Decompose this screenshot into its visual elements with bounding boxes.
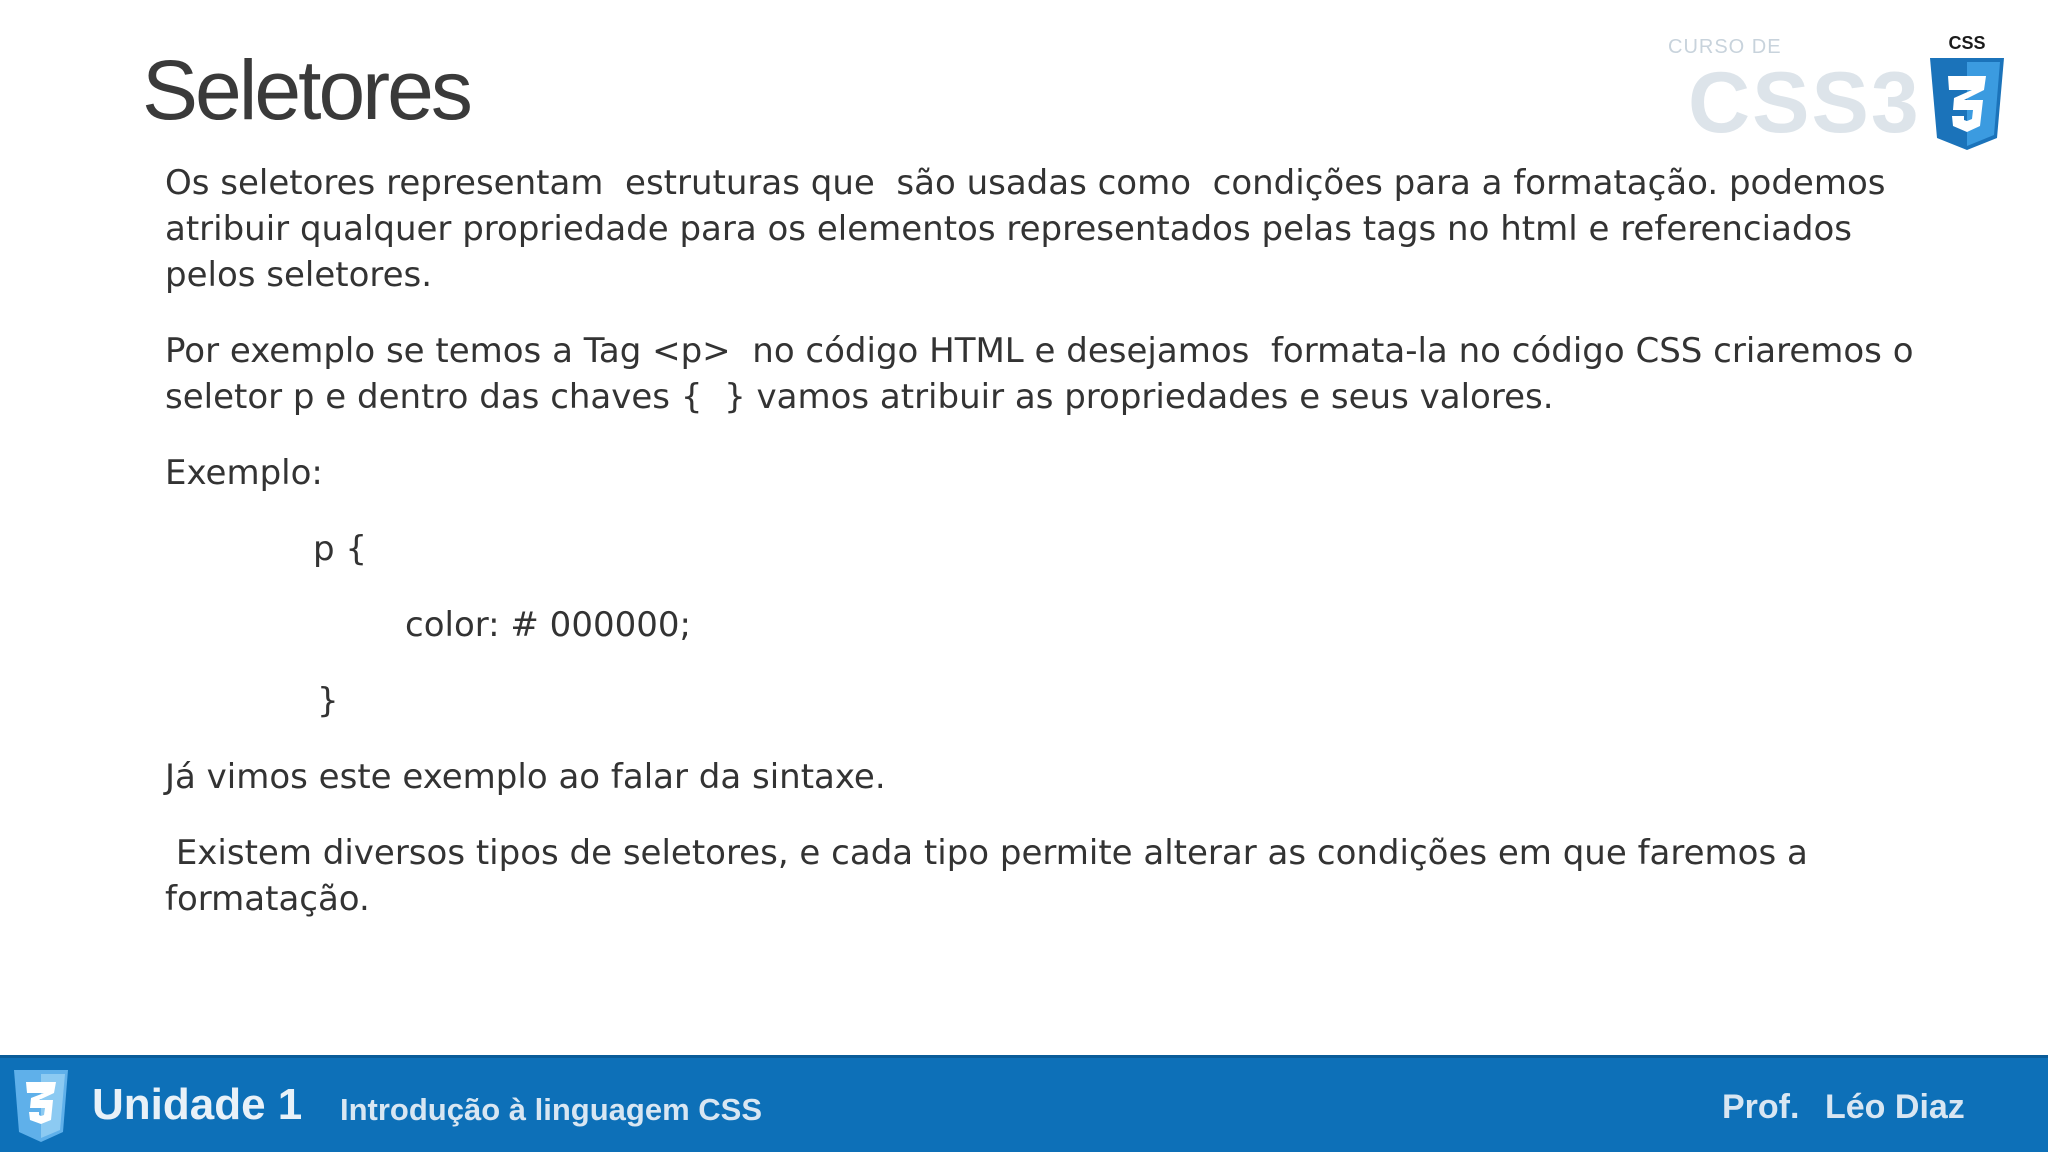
- code-line-property: color: # 000000;: [405, 605, 691, 645]
- footer-prof-label: Prof.: [1722, 1088, 1800, 1126]
- code-line-selector: p {: [313, 529, 368, 569]
- body-paragraph-exemplo-label: Exemplo:: [165, 453, 323, 493]
- body-paragraph-selector-types: Existem diversos tipos de seletores, e cada tipo permite alterar as condições em que faremos a formatação.: [165, 833, 1819, 919]
- footer-unit-label: Unidade 1: [92, 1080, 303, 1129]
- curso-de-label: CURSO DE: [1668, 36, 1782, 58]
- css3-course-logo: [1668, 32, 2008, 157]
- body-paragraph-syntax-note: Já vimos este exemplo ao falar da sintaxe.: [165, 757, 886, 797]
- footer-prof-name: Léo Diaz: [1825, 1088, 1965, 1126]
- shield-css-text: CSS: [1948, 33, 1986, 53]
- css3-footer-shield-icon: [12, 1066, 70, 1146]
- code-line-close: }: [317, 681, 339, 721]
- footer-bar: [0, 1055, 2048, 1152]
- css3-shield-icon: [1926, 32, 2008, 154]
- slide-body: [165, 160, 1935, 952]
- footer-unit-subtitle: Introdução à linguagem CSS: [340, 1092, 762, 1127]
- body-paragraph-example: Por exemplo se temos a Tag <p> no código HTML e desejamos formata-la no código CSS criaremos o seletor p e dentro das chaves { } vamos atribuir as propriedades e seus valores.: [165, 331, 1925, 417]
- body-paragraph-intro: Os seletores representam estruturas que são usadas como condições para a formatação. podemos atribuir qualquer propriedade para os elementos representados pelas tags no html e referenciados pelos seletores.: [165, 163, 1897, 295]
- css3-wordmark: CSS3: [1688, 55, 1921, 151]
- slide-title: Seletores: [142, 43, 470, 137]
